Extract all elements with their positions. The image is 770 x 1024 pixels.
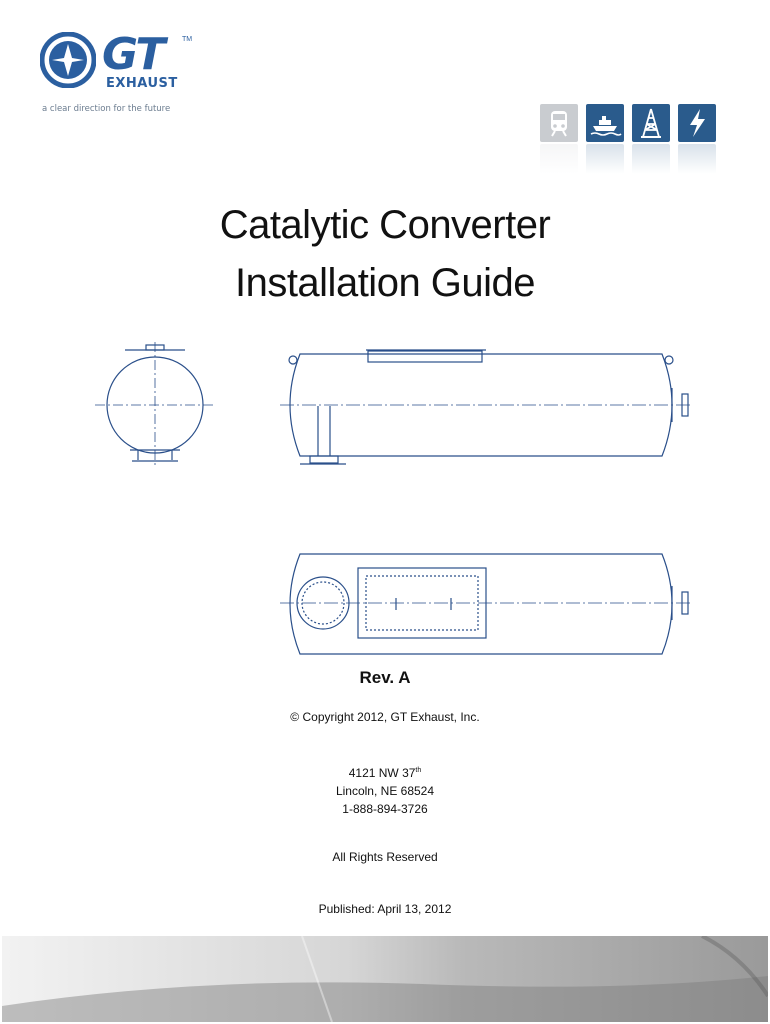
published-date: Published: April 13, 2012 [318,902,452,916]
address-phone: 1-888-894-3726 [342,802,428,816]
title-line-1: Catalytic Converter [219,203,551,247]
rights-text: All Rights Reserved [332,850,438,864]
industry-icons [540,104,720,184]
revision-label: Rev. A [359,668,411,687]
oil-rig-icon [632,104,670,142]
end-view-drawing [95,342,215,465]
logo-exhaust-text: EXHAUST [106,76,178,91]
document-title [0,196,770,312]
compass-logo-icon [40,32,96,88]
trademark-mark: TM [182,36,193,43]
icon-reflection [678,144,716,174]
address-street: 4121 NW 37th [348,766,422,780]
train-icon [540,104,578,142]
icon-reflection [540,144,578,174]
top-view-drawing [280,554,690,654]
side-view-drawing [280,350,690,464]
footer-photo-band [2,936,768,1022]
tagline: a clear direction for the future [42,104,171,114]
footer-photo-shapes [2,936,768,1022]
title-line-2: Installation Guide [234,261,536,305]
icon-reflection [586,144,624,174]
ship-icon [586,104,624,142]
converter-drawings [0,330,770,670]
icon-reflection [632,144,670,174]
lightning-icon [678,104,716,142]
address-city: Lincoln, NE 68524 [335,784,435,798]
copyright-text: © Copyright 2012, GT Exhaust, Inc. [290,710,480,724]
logo-gt-text: GT [102,29,164,80]
address-block [0,762,770,818]
